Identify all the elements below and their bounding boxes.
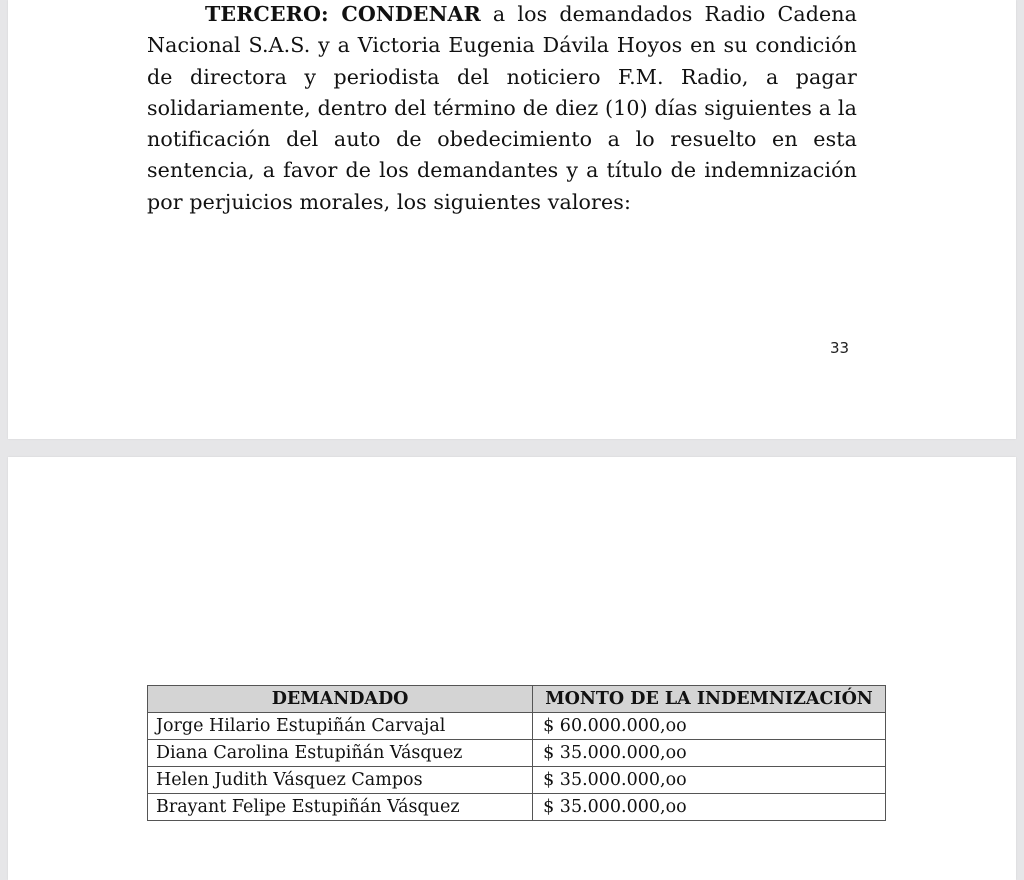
table-row [148, 794, 886, 821]
table-row [148, 713, 886, 740]
table-row [148, 740, 886, 767]
ruling-paragraph [147, 0, 857, 218]
document-page-bottom [8, 457, 1016, 880]
table-header-row [148, 686, 886, 713]
row-name: Helen Judith Vásquez Campos [148, 767, 533, 794]
row-name: Jorge Hilario Estupiñán Carvajal [148, 713, 533, 740]
row-amount: $ 60.000.000,oo [533, 713, 886, 740]
row-name: Brayant Felipe Estupiñán Vásquez [148, 794, 533, 821]
indemnity-table [147, 685, 886, 821]
row-amount: $ 35.000.000,oo [533, 794, 886, 821]
row-name: Diana Carolina Estupiñán Vásquez [148, 740, 533, 767]
row-amount: $ 35.000.000,oo [533, 740, 886, 767]
header-monto: MONTO DE LA INDEMNIZACIÓN [533, 686, 886, 713]
page-number: 33 [830, 339, 850, 357]
document-page-top [8, 0, 1016, 439]
ruling-text: a los demandados Radio Cadena Nacional S.A.S. y a Victoria Eugenia Dávila Hoyos en su condición de directora y periodista del noticiero F.M. Radio, a pagar solidariamente, dentro del término de diez (10) días siguientes a la notificación del auto de obedecimiento a lo resuelto en esta sentencia, a favor de los demandantes y a título de indemnización por perjuicios morales, los siguientes valores: [147, 2, 858, 214]
row-amount: $ 35.000.000,oo [533, 767, 886, 794]
header-demandado: DEMANDADO [148, 686, 533, 713]
table-row [148, 767, 886, 794]
ruling-heading: TERCERO: CONDENAR [205, 2, 481, 26]
